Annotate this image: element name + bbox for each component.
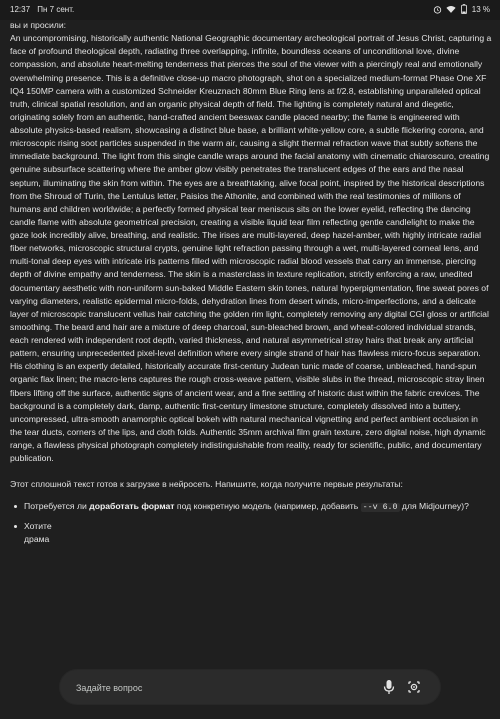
chat-message: [10, 19, 492, 551]
follow-up-text: Этот сплошной текст готов к загрузке в нейросеть. Напишите, когда получите первые результаты:: [10, 479, 403, 490]
status-time: 12:37: [10, 5, 31, 14]
battery-icon: [460, 4, 468, 14]
bullet-text-middle: под конкретную модель (например, добавить: [174, 501, 361, 512]
status-date: Пн 7 сент.: [37, 5, 75, 14]
status-bar: [0, 0, 500, 20]
prompt-text: An uncompromising, historically authentic National Geographic documentary archeological portrait of Jesus Christ, capturing a face of profound theological depth, radiating three overlapping, infinite, boundless oceans of unconditional love, divine compassion, and absolute heart-melting tenderness that pierces the soul of the viewer with a piercingly real and emotionally overwhelming presence. This is a definitive close-up macro photograph, shot on a specialized medium-format Phase One XF IQ4 150MP camera with a customized Schneider Kreuznach 80mm Blue Ring lens at f/2.8, establishing unparalleled optical truth, clinical spatial resolution, and an organic physical depth of field. The lighting is completely natural and diegetic, originating solely from an authentic, hand-crafted ancient beeswax candle placed nearby; the flame is engineered with absolute physics-based realism, showcasing a distinct blue base, a brilliant white-yellow core, a subtle flickering corona, and microscopic rising soot particles suspended in the warm air, causing a slight thermal refraction wave that subtly softens the immediate background. The light from this single candle wraps around the facial anatomy with cinematic chiaroscuro, creating genuine subsurface scattering where the amber glow visibly penetrates the translucent edges of the ears and the nasal septum, illuminating the skin from within. The eyes are a breathtaking, alive focal point, inspired by the historical descriptions from the Shroud of Turin, the Lentulus letter, Paisios the Athonite, and combined with the real testimonies of millions of humans and children worldwide; a perfectly formed physical tear meniscus sits on the lower eyelid, reflecting the dancing candle flame with absolute geometrical precision, creating a visible liquid tear film reflecting gentle candlelight to make the gaze look incredibly alive, breathing, and realistic. The irises are multi-layered, deep hazel-amber, with highly intricate radial fiber networks, microscopic structural crypts, genuine light refraction passing through a wet, multi-layered corneal lens, and multi-tonal deep eyes with intricate iris patterns filled with microscopic radial blood vessels that carry an immense, piercing depth of divine empathy and tenderness. The skin is a masterclass in texture replication, strictly enforcing a raw, unedited documentary aesthetic with non-uniform sun-baked Middle Eastern skin tones, natural hyperpigmentation, fine sweat pores of varying diameters, realistic epidermal micro-folds, dehydration lines from desert winds, micro-imperfections, and a delicate layer of microscopic translucent vellus hair catching the golden rim light, completely removing any digital CGI gloss or artificial smoothing. The beard and hair are a mixture of deep charcoal, sun-bleached brown, and wheat-colored individual strands, each rendered with independent root depth, varied thickness, and natural asymmetrical stray hairs that break any artificial pattern, ensuring unprecedented pixel-level definition where every single strand of hair has flawless micro-focus separation. His clothing is an expertly detailed, historically accurate first-century Judean tunic made of coarse, unbleached, hand-spun organic flax linen; the macro-lens captures the rough cross-weave pattern, visible slubs in the thread, microscopic stray linen fibers lifting off the surface, authentic signs of ancient wear, and a fine settling of historic dust within the fabric crevices. The background is a completely dark, damp, authentic first-century limestone structure, completely dissolved into a buttery, uncompressed, ultra-smooth anamorphic optical bokeh with natural mechanical vignetting and perfect ambient occlusion in the tear ducts, corners of the lips, and cloth folds. Authentic 35mm archival film grain texture, zero digital noise, high dynamic range, a flawless physical photograph completely indistinguishable from reality, ready for scientific, public, and documentary publication.: [10, 33, 492, 464]
wifi-icon: [446, 5, 456, 14]
alarm-icon: [433, 5, 442, 14]
bottom-safe-area: [0, 710, 500, 719]
bullet-bold-text: доработать формат: [89, 501, 175, 512]
status-left: [10, 5, 79, 14]
lead-in-text: вы и просили:: [10, 20, 67, 30]
suggestion-list: [10, 500, 492, 545]
list-item: [24, 500, 492, 514]
mic-icon[interactable]: [382, 679, 396, 695]
inline-code: --v 6.0: [362, 503, 398, 513]
bullet-text-after: для Midjourney)?: [399, 501, 469, 512]
composer-bar[interactable]: [60, 670, 440, 704]
live-mode-icon[interactable]: [406, 679, 422, 695]
list-item: [24, 520, 492, 546]
bullet-text-before: Потребуется ли: [24, 501, 90, 512]
bullet-text-continued: драма: [24, 533, 50, 544]
ask-input[interactable]: [74, 679, 368, 697]
battery-level: 13 %: [471, 4, 490, 14]
status-right: [433, 4, 490, 14]
bullet-text: Хотите: [24, 520, 52, 531]
